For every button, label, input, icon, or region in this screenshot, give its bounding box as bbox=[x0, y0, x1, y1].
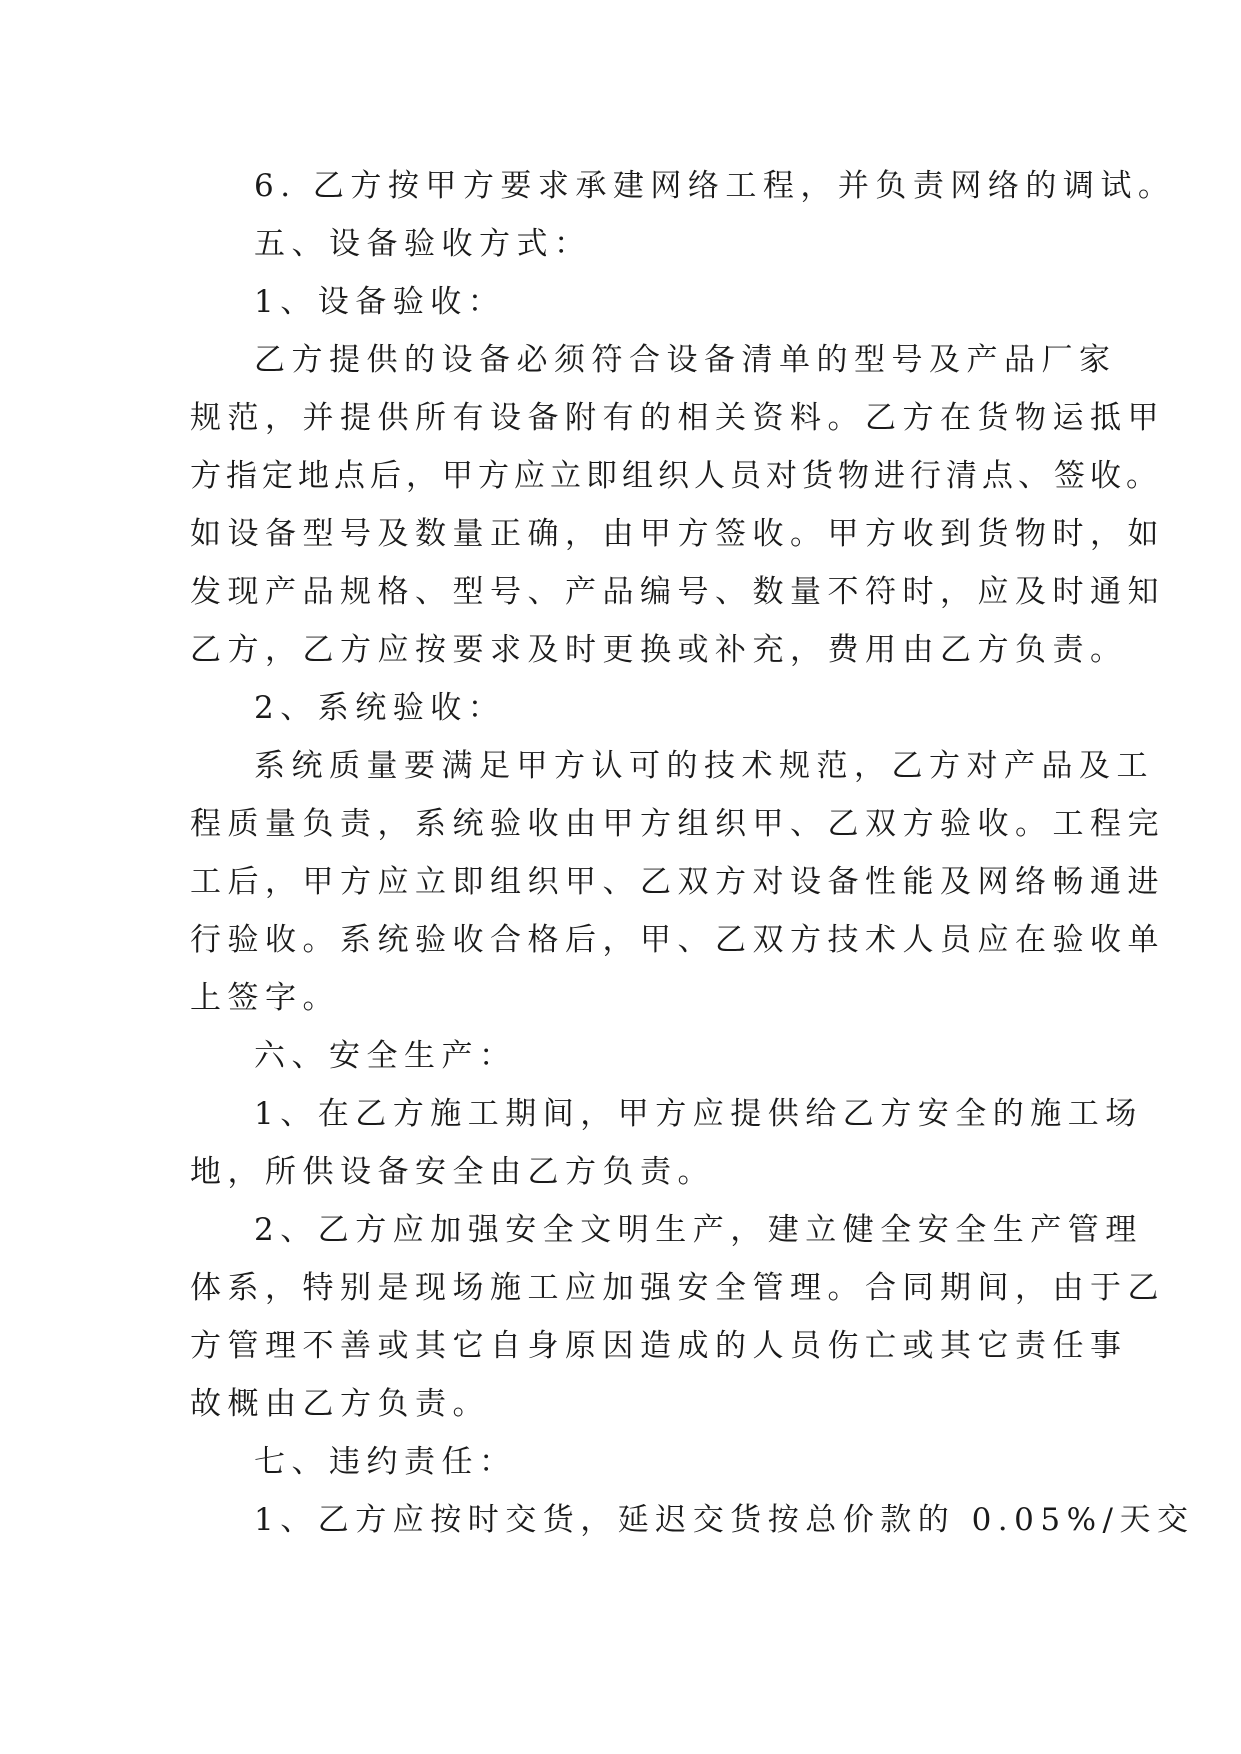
subheading-equipment-acceptance: 1、设备验收： bbox=[254, 284, 506, 320]
paragraph-line-13: 工后，甲方应立即组织甲、乙双方对设备性能及网络畅通进 bbox=[190, 864, 1165, 900]
paragraph-line-1: 6. 乙方按甲方要求承建网络工程，并负责网络的调试。 bbox=[254, 168, 1176, 204]
paragraph-line-4: 乙方提供的设备必须符合设备清单的型号及产品厂家 bbox=[254, 342, 1117, 378]
paragraph-line-24: 1、乙方应按时交货，延迟交货按总价款的 0.05%/天交 bbox=[254, 1502, 1195, 1538]
paragraph-line-19: 2、乙方应加强安全文明生产，建立健全安全生产管理 bbox=[254, 1212, 1143, 1248]
document-body bbox=[190, 157, 1195, 1549]
paragraph-line-17: 1、在乙方施工期间，甲方应提供给乙方安全的施工场 bbox=[254, 1096, 1143, 1132]
paragraph-line-14: 行验收。系统验收合格后，甲、乙双方技术人员应在验收单 bbox=[190, 922, 1165, 958]
paragraph-line-6: 方指定地点后，甲方应立即组织人员对货物进行清点、签收。 bbox=[190, 458, 1162, 494]
section-heading-7: 七、违约责任： bbox=[254, 1444, 517, 1480]
paragraph-line-21: 方管理不善或其它自身原因造成的人员伤亡或其它责任事 bbox=[190, 1328, 1128, 1364]
paragraph-line-5: 规范，并提供所有设备附有的相关资料。乙方在货物运抵甲 bbox=[190, 400, 1165, 436]
section-heading-6: 六、安全生产： bbox=[254, 1038, 517, 1074]
subheading-system-acceptance: 2、系统验收： bbox=[254, 690, 506, 726]
paragraph-line-8: 发现产品规格、型号、产品编号、数量不符时，应及时通知 bbox=[190, 574, 1165, 610]
paragraph-line-9: 乙方，乙方应按要求及时更换或补充，费用由乙方负责。 bbox=[190, 632, 1128, 668]
paragraph-line-20: 体系，特别是现场施工应加强安全管理。合同期间，由于乙 bbox=[190, 1270, 1165, 1306]
paragraph-line-18: 地，所供设备安全由乙方负责。 bbox=[190, 1154, 715, 1190]
paragraph-line-11: 系统质量要满足甲方认可的技术规范，乙方对产品及工 bbox=[254, 748, 1154, 784]
section-heading-5: 五、设备验收方式： bbox=[254, 226, 592, 262]
paragraph-line-12: 程质量负责，系统验收由甲方组织甲、乙双方验收。工程完 bbox=[190, 806, 1165, 842]
paragraph-line-22: 故概由乙方负责。 bbox=[190, 1386, 490, 1422]
paragraph-line-7: 如设备型号及数量正确，由甲方签收。甲方收到货物时，如 bbox=[190, 516, 1165, 552]
paragraph-line-15: 上签字。 bbox=[190, 980, 340, 1016]
